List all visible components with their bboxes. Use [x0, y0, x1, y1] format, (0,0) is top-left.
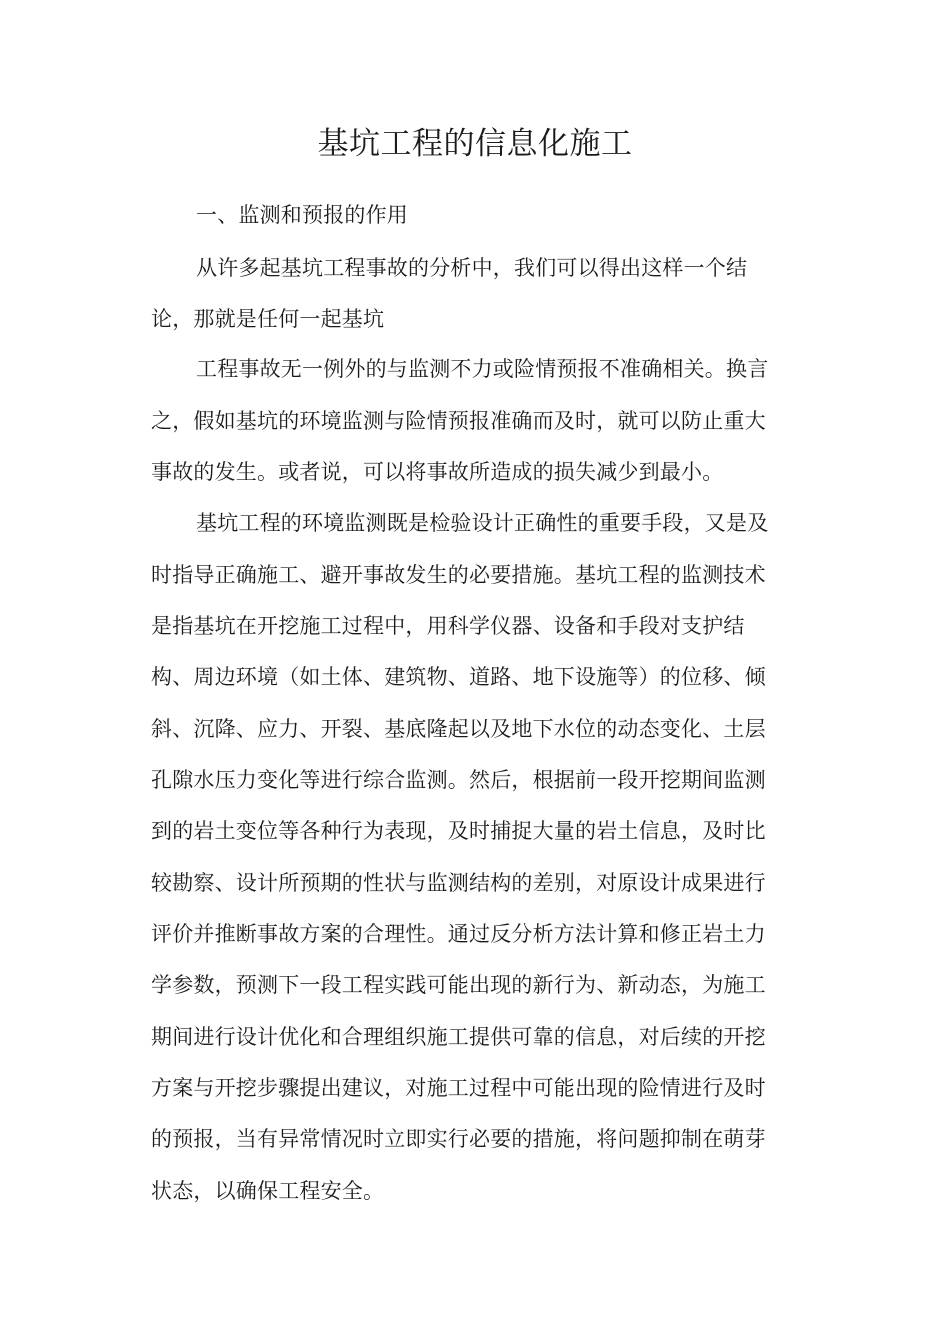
text-line: 事故的发生。或者说，可以将事故所造成的损失减少到最小。 — [151, 460, 724, 484]
text-line: 是指基坑在开挖施工过程中，用科学仪器、设备和手段对支护结 — [151, 614, 745, 638]
text-line: 状态，以确保工程安全。 — [151, 1179, 385, 1203]
text-line: 构、周边环境（如土体、建筑物、道路、地下设施等）的位移、倾 — [151, 665, 766, 689]
text-line: 到的岩土变位等各种行为表现，及时捕捉大量的岩土信息，及时比 — [151, 819, 766, 843]
text-line: 的预报，当有异常情况时立即实行必要的措施，将问题抑制在萌芽 — [151, 1127, 766, 1151]
text-line: 评价并推断事故方案的合理性。通过反分析方法计算和修正岩土力 — [151, 922, 766, 946]
text-line: 论，那就是任何一起基坑 — [151, 307, 385, 331]
text-line: 之，假如基坑的环境监测与险情预报准确而及时，就可以防止重大 — [151, 409, 766, 433]
text-line: 方案与开挖步骤提出建议，对施工过程中可能出现的险情进行及时 — [151, 1076, 766, 1100]
section-heading: 一、监测和预报的作用 — [196, 203, 408, 227]
text-line: 时指导正确施工、避开事故发生的必要措施。基坑工程的监测技术 — [151, 563, 766, 587]
text-line: 期间进行设计优化和合理组织施工提供可靠的信息，对后续的开挖 — [151, 1025, 766, 1049]
document-title: 基坑工程的信息化施工 — [317, 126, 633, 162]
text-line: 较勘察、设计所预期的性状与监测结构的差别，对原设计成果进行 — [151, 871, 766, 895]
text-line: 斜、沉降、应力、开裂、基底隆起以及地下水位的动态变化、土层 — [151, 717, 766, 741]
text-line: 孔隙水压力变化等进行综合监测。然后，根据前一段开挖期间监测 — [151, 768, 766, 792]
text-line: 工程事故无一例外的与监测不力或险情预报不准确相关。换言 — [196, 357, 769, 381]
text-line: 从许多起基坑工程事故的分析中，我们可以得出这样一个结 — [196, 256, 748, 280]
text-line: 基坑工程的环境监测既是检验设计正确性的重要手段，又是及 — [196, 511, 769, 535]
text-line: 学参数，预测下一段工程实践可能出现的新行为、新动态，为施工 — [151, 973, 766, 997]
